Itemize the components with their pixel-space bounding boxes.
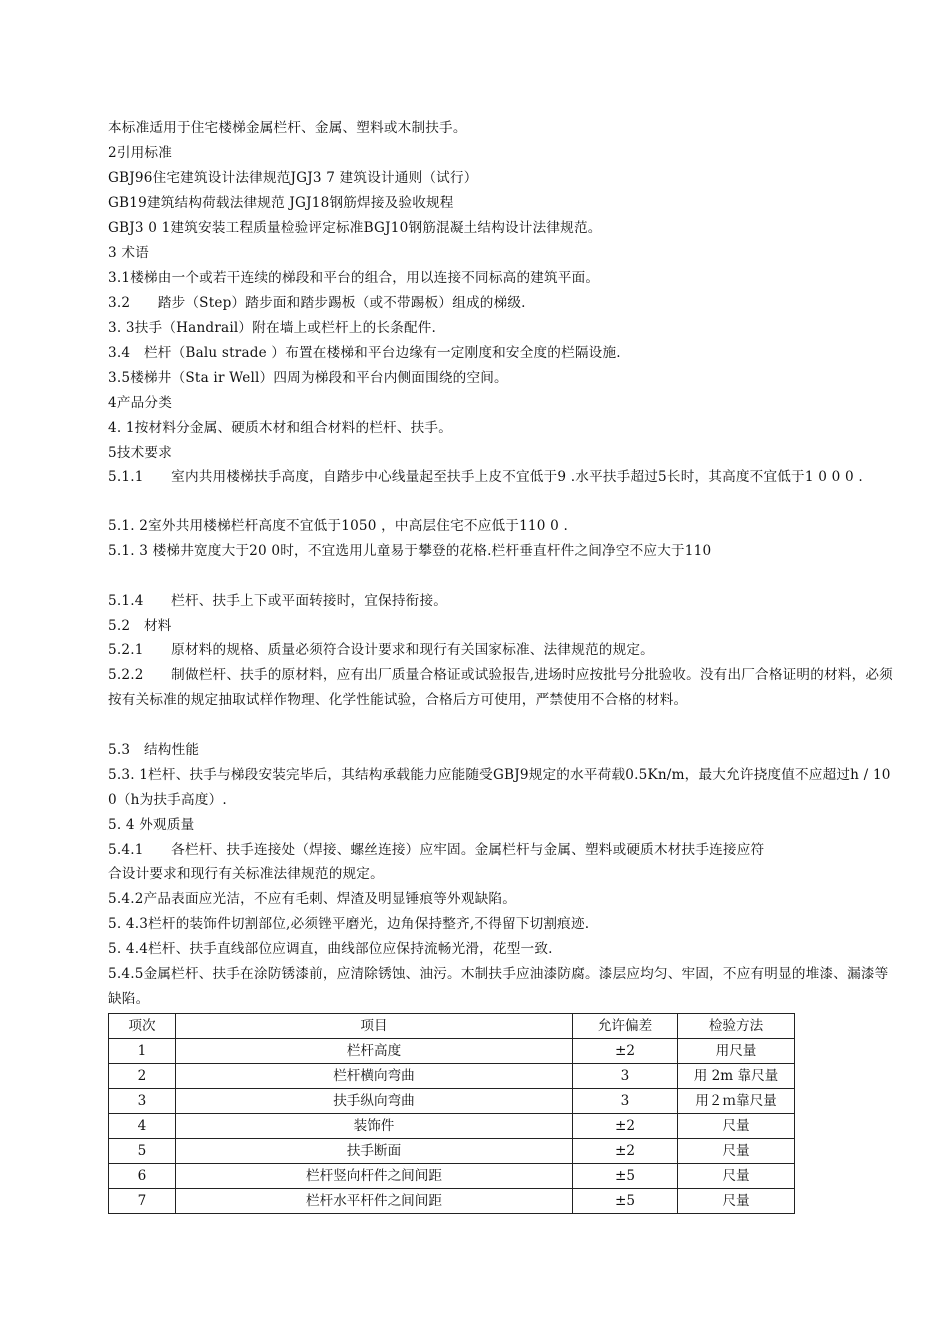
table-cell: 扶手断面 [176,1139,573,1164]
table-cell: 1 [109,1039,176,1064]
table-cell: 尺量 [678,1114,795,1139]
table-header-row [109,1014,795,1039]
text-paragraph: 5.1.1 室内共用楼梯扶手高度，自踏步中心线量起至扶手上皮不宜低于9 .水平扶手超过5长时，其高度不宜低于1 0 0 0 . [108,469,863,485]
table-row [109,1114,795,1139]
text-line: 5.1. 3 楼梯井宽度大于20 0时，不宜选用儿童易于攀登的花格.栏杆垂直杆件之间净空不应大于110 [108,543,712,559]
section-heading: 3 术语 [108,245,149,261]
table-cell: 装饰件 [176,1114,573,1139]
table-cell: 3 [573,1064,678,1089]
table-cell: 尺量 [678,1139,795,1164]
table-cell: 用尺量 [678,1039,795,1064]
section-heading: 5. 4 外观质量 [108,817,195,833]
column-header: 检验方法 [678,1014,795,1039]
table-row [109,1039,795,1064]
text-line: 3.5楼梯井（Sta ir Well）四周为梯段和平台内侧面围绕的空间。 [108,370,508,386]
text-line: 3.4 栏杆（Balu strade ）布置在楼梯和平台边缘有一定刚度和安全度的栏隔设施. [108,345,621,361]
table-row [109,1189,795,1214]
text-line: 本标准适用于住宅楼梯金属栏杆、金属、塑料或木制扶手。 [108,120,467,136]
table-cell: 用 2m 靠尺量 [678,1064,795,1089]
table-cell: 3 [573,1089,678,1114]
table-cell: 栏杆高度 [176,1039,573,1064]
column-header: 项次 [109,1014,176,1039]
text-line: 3.1楼梯由一个或若干连续的梯段和平台的组合，用以连接不同标高的建筑平面。 [108,270,600,286]
section-heading: 5.2 材料 [108,618,172,634]
table-cell: ±5 [573,1164,678,1189]
text-line: GBJ3 0 1建筑安装工程质量检验评定标准BGJ10钢筋混凝土结构设计法律规范。 [108,220,602,236]
text-line: 3. 3扶手（Handrail）附在墙上或栏杆上的长条配件. [108,320,437,336]
text-line: GBJ96住宅建筑设计法律规范JGJ3 7 建筑设计通则（试行） [108,170,478,186]
table-cell: ±2 [573,1039,678,1064]
text-line: GB19建筑结构荷载法律规范 JGJ18钢筋焊接及验收规程 [108,195,454,211]
table-cell: ±2 [573,1114,678,1139]
table-cell: 3 [109,1089,176,1114]
table-cell: 2 [109,1064,176,1089]
text-paragraph: 5.2.2 制做栏杆、扶手的原材料，应有出厂质量合格证或试验报告,进场时应按批号分批验收。没有出厂合格证明的材料，必须按有关标准的规定抽取试样作物理、化学性能试验，合格后方可使用，严禁使用不合格的材料。 [108,667,893,708]
table-row [109,1164,795,1189]
table-cell: 6 [109,1164,176,1189]
table-row [109,1139,795,1164]
text-line: 5. 4.3栏杆的装饰件切割部位,必须锉平磨光，边角保持整齐,不得留下切割痕迹. [108,916,590,932]
text-paragraph: 5.3. 1栏杆、扶手与梯段安装完毕后，其结构承载能力应能随受GBJ9规定的水平荷载0.5Kn/m，最大允许挠度值不应超过h / 10 0（h为扶手高度）. [108,767,891,808]
text-line: 4. 1按材料分金属、硬质木材和组合材料的栏杆、扶手。 [108,420,452,436]
text-paragraph: 5.4.5金属栏杆、扶手在涂防锈漆前，应清除锈蚀、油污。木制扶手应油漆防腐。漆层应均匀、牢固，不应有明显的堆漆、漏漆等缺陷。 [108,966,889,1007]
table-cell: 5 [109,1139,176,1164]
text-line: 合设计要求和现行有关标准法律规范的规定。 [108,866,384,882]
table-cell: 尺量 [678,1164,795,1189]
section-heading: 2引用标准 [108,145,173,161]
table-cell: ±5 [573,1189,678,1214]
column-header: 项目 [176,1014,573,1039]
table-cell: 扶手纵向弯曲 [176,1089,573,1114]
section-heading: 5技术要求 [108,445,173,461]
table-row [109,1089,795,1114]
table-row [109,1064,795,1089]
column-header: 允许偏差 [573,1014,678,1039]
tolerance-table [108,1013,795,1214]
text-line: 3.2 踏步（Step）踏步面和踏步踢板（或不带踢板）组成的梯级. [108,295,526,311]
table-cell: ±2 [573,1139,678,1164]
text-line: 5. 4.4栏杆、扶手直线部位应调直，曲线部位应保持流畅光滑，花型一致. [108,941,553,957]
table-cell: 4 [109,1114,176,1139]
text-line: 5.4.2产品表面应光洁，不应有毛刺、焊渣及明显锤痕等外观缺陷。 [108,891,517,907]
table-cell: 7 [109,1189,176,1214]
table-cell: 栏杆横向弯曲 [176,1064,573,1089]
table-cell: 尺量 [678,1189,795,1214]
text-line: 5.2.1 原材料的规格、质量必须符合设计要求和现行有关国家标准、法律规范的规定。 [108,642,654,658]
section-heading: 4产品分类 [108,395,173,411]
section-heading: 5.3 结构性能 [108,742,200,758]
table-cell: 栏杆竖向杆件之间间距 [176,1164,573,1189]
text-line: 5.4.1 各栏杆、扶手连接处（焊接、螺丝连接）应牢固。金属栏杆与金属、塑料或硬质木材扶手连接应符 [108,842,765,858]
table-cell: 栏杆水平杆件之间间距 [176,1189,573,1214]
text-line: 5.1. 2室外共用楼梯栏杆高度不宜低于1050 ，中高层住宅不应低于110 0 . [108,518,569,534]
text-line: 5.1.4 栏杆、扶手上下或平面转接时，宜保持衔接。 [108,593,448,609]
table-cell: 用２ｍ靠尺量 [678,1089,795,1114]
